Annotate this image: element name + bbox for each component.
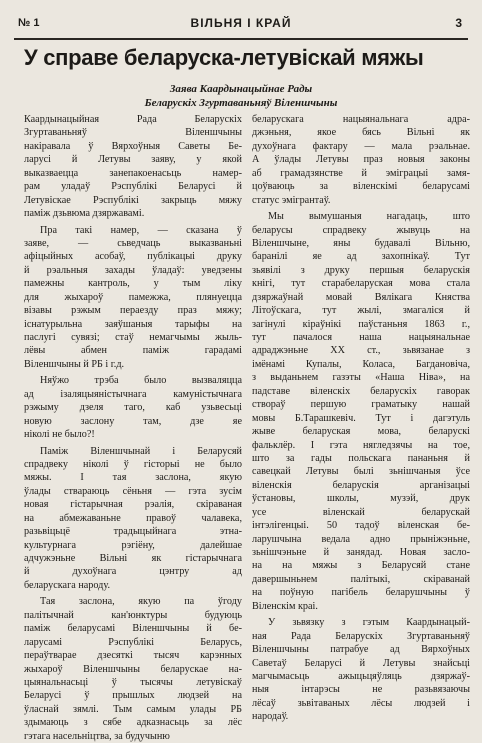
text-line: паслугі сувязі; стаў немагчымы жыль- [24, 332, 242, 343]
text-line: Каардынацыйная Рада Беларускіх [24, 114, 242, 125]
text-line: беларускага народу. [24, 579, 110, 591]
text-line: на поўную пагібель беларушчыны ў [252, 587, 470, 599]
text-line: палітычнай кан'юнктуры будуюць [24, 609, 242, 621]
text-line: аб грамадзянстве й эміграцыі замя- [252, 167, 470, 179]
text-line: савецкай Летувы былі зьнішчаныя ўсе [252, 466, 470, 478]
text-line: для жыхароў памежжа, плянуецца [24, 291, 242, 303]
text-line: Згуртаваньняў Віленшчыны [24, 127, 242, 139]
article-headline: У справе беларуска-летувіскай мяжы [24, 45, 424, 70]
text-line: на на мяжы з Беларусяй стане [252, 560, 470, 572]
text-line: ная Рада Беларускіх Згуртаваньняў [252, 630, 470, 642]
text-line: візавы рэжым пераезду праз мяжу; [24, 305, 242, 317]
text-line: Пра такі намер, — сказана ў [40, 224, 242, 236]
text-line: заяве, — сьведчаць выказваньні [24, 237, 242, 249]
text-line: й духоўнага цэнтру ад [24, 566, 242, 578]
text-line: У зьвязку з гэтым Каардынацый- [268, 617, 470, 629]
text-line: баранілі яе ад захопнікаў. Тут [252, 251, 470, 263]
text-line: духоўнага фактару — мала рэальнае. [252, 140, 470, 152]
text-line: адчужэньне Вільні як гістарычнага [24, 553, 242, 564]
text-line: спрадвеку ніколі ў гісторыі не было [24, 458, 242, 470]
text-line: інтэлігенцыі. 50 тадоў віленская бе- [252, 520, 470, 532]
text-line: імёнамі Купалы, Коласа, Багдановіча, [252, 358, 470, 370]
text-line: жыхароў Віленшчыны беларускае на- [24, 663, 242, 675]
text-line: выказваецца занепакоенасьць намер- [24, 167, 242, 179]
text-line: тут пачалося наша нацыянальнае [252, 332, 470, 343]
text-line: лёвы абмен паміж гарадамі [24, 345, 242, 357]
article-right-column [252, 113, 470, 724]
text-line: Віленшчыны патрабуе ад Вярхоўных [252, 644, 470, 656]
issue-number: № 1 [18, 17, 40, 29]
text-line: Саветаў Беларусі й Летувы знайсьці [252, 657, 470, 669]
text-line: што за гады польскага пананьня й [252, 452, 470, 464]
text-line: пераўтварае дзесяткі тысяч карэнных [24, 650, 242, 662]
article-subtitle-line-1: Заява Каардынацыйнае Рады [169, 83, 313, 95]
text-line: віленскія беларускія арганізацыі [252, 479, 470, 491]
text-line: зьнішчэньне й занядад. Новая засло- [252, 547, 470, 558]
text-line: Тая заслона, якую па ўгоду [40, 596, 242, 608]
text-line: джэньня, якое бясь Вільні як [252, 127, 470, 139]
text-line: Віленскім краі. [252, 600, 318, 612]
text-line: цоўваюць за віленскімі беларусамі [252, 181, 470, 193]
text-line: накіравала ў Вярхоўныя Саветы Бе- [24, 140, 242, 152]
text-line: афіцыйных асобаў, публікацыі друку [24, 251, 242, 263]
page-header [14, 10, 468, 40]
text-line: паміж беларусамі Віленшчыны й бе- [24, 623, 242, 635]
text-line: з выданьнем газэты «Наша Ніва», на [252, 372, 470, 384]
text-line: ўласнай зямлі. Тым самым улады РБ [24, 703, 242, 715]
text-line: магчымасьць ажыцьцяўляць дзяржаў- [252, 670, 470, 682]
text-line: загінулі кіраўнікі паўстаньня 1863 г., [252, 318, 470, 330]
text-line: адраджэньне XX ст., зьвязанае з [252, 345, 470, 357]
text-line: разьвіцьцё традыцыйнага этна- [24, 526, 242, 538]
text-line: здымаюць з сябе адказнасьць за лёс [24, 717, 242, 729]
text-line: мяжы. І тая заслона, якую [24, 472, 242, 484]
text-line: фальклёр. І гэта нягледзячы на тое, [252, 439, 470, 451]
text-line: усе віленскай беларускай [252, 506, 470, 518]
text-line: культурнага рэгіёну, далейшае [24, 539, 242, 551]
text-line: кнігі, тут старабеларуская мова стала [252, 278, 470, 290]
text-line: мовы Б.Тарашкевіч. Тут і дагэтуль [252, 412, 470, 424]
text-line: А ўлады Летувы праз новыя законы [252, 154, 470, 166]
text-line: Віленшчыне, яны будавалі Вільню, [252, 237, 470, 249]
text-line: падставе віленскіх беларускіх гаворак [252, 385, 470, 397]
text-line: ныя інтарэсы не разьвязаючы [252, 684, 470, 696]
page-number: 3 [455, 16, 462, 30]
text-line: цыянальнасьці ў тысячы летувіскаў [24, 676, 242, 688]
text-line: створаў першую граматыку нашай [252, 399, 470, 411]
text-line: давершыньнем палітыкі, скіраванай [252, 573, 470, 585]
text-line: беларускага нацыянальнага адра- [252, 114, 470, 125]
text-line: беларусы спрадвеку жывуць на [252, 224, 470, 236]
text-line: Віленшчыны й РБ і г.д. [24, 358, 125, 370]
text-line: ад ізаляцыяністычнага камуністычнага [24, 388, 242, 400]
text-line: ніколі не было?! [24, 429, 95, 441]
text-line: народаў. [252, 711, 289, 723]
text-line: Няўжо трэба было вызваляцца [40, 375, 242, 387]
text-line: Летувіскае Рэспублікі закрыць мяжу [24, 194, 242, 206]
text-line: жыве беларуская мова, беларускі [252, 426, 470, 438]
text-line: й рэальныя захады ўладаў: уведзены [24, 264, 242, 276]
text-line: ларусамі Рэспублікі Беларусь, [24, 636, 242, 648]
text-line: зьявілі з друку першыя беларускія [252, 264, 470, 276]
text-line: ларусі й Летувы заяву, у якой [24, 154, 242, 166]
text-line: ларушчына ведала адно прыніжэньне, [252, 533, 470, 545]
text-line: паміж дзьвюма дзяржавамі. [24, 208, 145, 220]
text-line: новую заслону там, дзе яе [24, 415, 242, 427]
text-line: рэжыму дзеля таго, каб узьвесьці [24, 402, 242, 414]
text-line: Паміж Віленшчынай і Беларусяй [40, 445, 242, 457]
text-line: ўлады ствараюць сёньня — гэта зусім [24, 485, 242, 497]
text-line: Беларусі ў прышлых людзей на [24, 690, 242, 702]
text-line: статус эмігрантаў. [252, 194, 331, 206]
text-line: рам уладаў Рэспублікі Беларусі й [24, 181, 242, 193]
text-line: дзяржаўнай мовай Вялікага Княства [252, 291, 470, 303]
text-line: памежны кантроль, у тым ліку [24, 278, 242, 290]
text-line: гэтага насельніцтва, за будучыню [24, 730, 170, 742]
text-line: ўстановы, школы, музэй, друк [252, 493, 470, 505]
article-subtitle-line-2: Беларускіх Згуртаваньняў Віленшчыны [144, 97, 338, 109]
text-line: Мы вымушаныя нагадаць, што [268, 211, 470, 223]
text-line: існатурыльна заяўшаныя тарыфы на [24, 318, 242, 330]
text-line: лёсаў зьвітаваных лёсы людзей і [252, 697, 470, 709]
text-line: на абмежаваньне правоў чалавека, [24, 512, 242, 524]
text-line: новая гістарычная рэалія, скіраваная [24, 499, 242, 511]
article-left-column [24, 113, 242, 743]
newspaper-title: ВІЛЬНЯ І КРАЙ [190, 16, 292, 30]
text-line: Літоўскага, тут жылі, змагаліся й [252, 305, 470, 317]
